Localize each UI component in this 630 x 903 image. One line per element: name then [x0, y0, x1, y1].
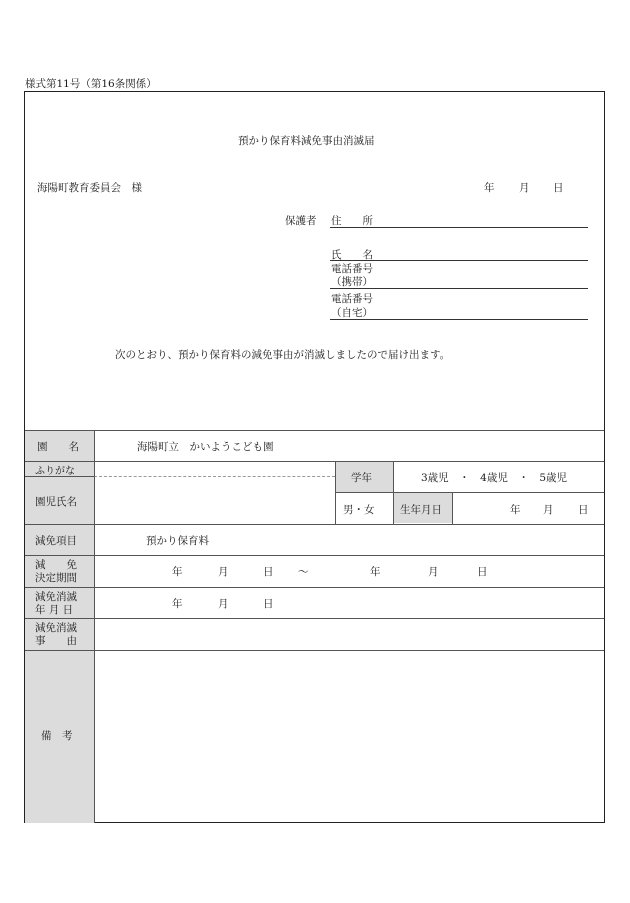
- guardian-label: 保護者: [285, 215, 317, 227]
- grade-options[interactable]: 3歳児 ・ 4歳児 ・ 5歳児: [421, 472, 568, 484]
- lapse-reason-label-line1: 減免消滅: [35, 622, 77, 634]
- lapse-year: 年: [172, 598, 183, 610]
- furigana-line: [94, 476, 335, 477]
- birth-month: 月: [543, 504, 554, 516]
- period-year2: 年: [370, 566, 381, 578]
- birth-day: 日: [578, 504, 589, 516]
- lapse-reason-label-line2: 事 由: [35, 635, 77, 647]
- period-day2: 日: [477, 566, 488, 578]
- lapse-date-label-line2: 年 月 日: [35, 604, 74, 616]
- exemption-item-label: 減免項目: [35, 535, 77, 547]
- form-number: 様式第11号（第16条関係）: [25, 78, 157, 90]
- label-divider: [94, 430, 95, 823]
- row-line-6: [25, 650, 604, 651]
- school-value: 海陽町立 かいようこども園: [137, 441, 274, 453]
- statement: 次のとおり、預かり保育料の減免事由が消滅しましたので届け出ます。: [115, 349, 451, 361]
- row-line-grade: [335, 492, 604, 493]
- remarks-field[interactable]: [97, 653, 602, 819]
- name-label: 氏 名: [331, 249, 373, 261]
- period-tilde: 〜: [298, 566, 309, 578]
- row-line-5: [25, 618, 604, 619]
- phone-mobile-sublabel: （携帯）: [331, 276, 373, 288]
- lapse-date-label-line1: 減免消滅: [35, 591, 77, 603]
- application-form: [24, 91, 605, 823]
- addressee: 海陽町教育委員会 様: [37, 182, 142, 194]
- grade-divider: [335, 461, 336, 524]
- period-month2: 月: [428, 566, 439, 578]
- phone-mobile-line[interactable]: [330, 288, 588, 289]
- period-label-line1: 減 免: [35, 559, 77, 571]
- phone-home-label: 電話番号: [331, 293, 373, 305]
- birthdate-label: 生年月日: [400, 504, 442, 516]
- child-name-field[interactable]: [97, 480, 333, 522]
- address-line[interactable]: [330, 227, 588, 228]
- school-label: 園 名: [37, 441, 79, 453]
- address-label: 住 所: [331, 215, 373, 227]
- row-line-4: [25, 587, 604, 588]
- period-label-line2: 決定期間: [35, 572, 77, 584]
- row-line-1: [25, 461, 604, 462]
- birthdate-divider-right: [452, 492, 453, 524]
- period-day1: 日: [263, 566, 274, 578]
- lapse-month: 月: [218, 598, 229, 610]
- birth-year: 年: [510, 504, 521, 516]
- birthdate-divider-left: [393, 492, 394, 524]
- date-day: 日: [553, 182, 564, 194]
- furigana-label: ふりがな: [35, 466, 75, 477]
- gender-options[interactable]: 男・女: [343, 504, 375, 516]
- table-top-line: [25, 430, 604, 431]
- remarks-label: 備 考: [41, 730, 73, 742]
- lapse-reason-field[interactable]: [97, 620, 602, 648]
- date-year: 年: [484, 182, 495, 194]
- row-line-3: [25, 555, 604, 556]
- row-line-2: [25, 524, 604, 525]
- date-month: 月: [519, 182, 530, 194]
- period-year1: 年: [172, 566, 183, 578]
- lapse-day: 日: [263, 598, 274, 610]
- phone-mobile-label: 電話番号: [331, 263, 373, 275]
- period-month1: 月: [218, 566, 229, 578]
- phone-home-sublabel: （自宅）: [331, 307, 373, 319]
- form-title: 預かり保育料減免事由消滅届: [238, 135, 375, 147]
- furigana-field[interactable]: [97, 463, 333, 475]
- child-name-label: 園児氏名: [35, 496, 77, 508]
- exemption-item-value: 預かり保育料: [146, 535, 209, 547]
- grade-value-divider: [393, 461, 394, 492]
- grade-label: 学年: [351, 472, 372, 484]
- phone-home-line[interactable]: [330, 319, 588, 320]
